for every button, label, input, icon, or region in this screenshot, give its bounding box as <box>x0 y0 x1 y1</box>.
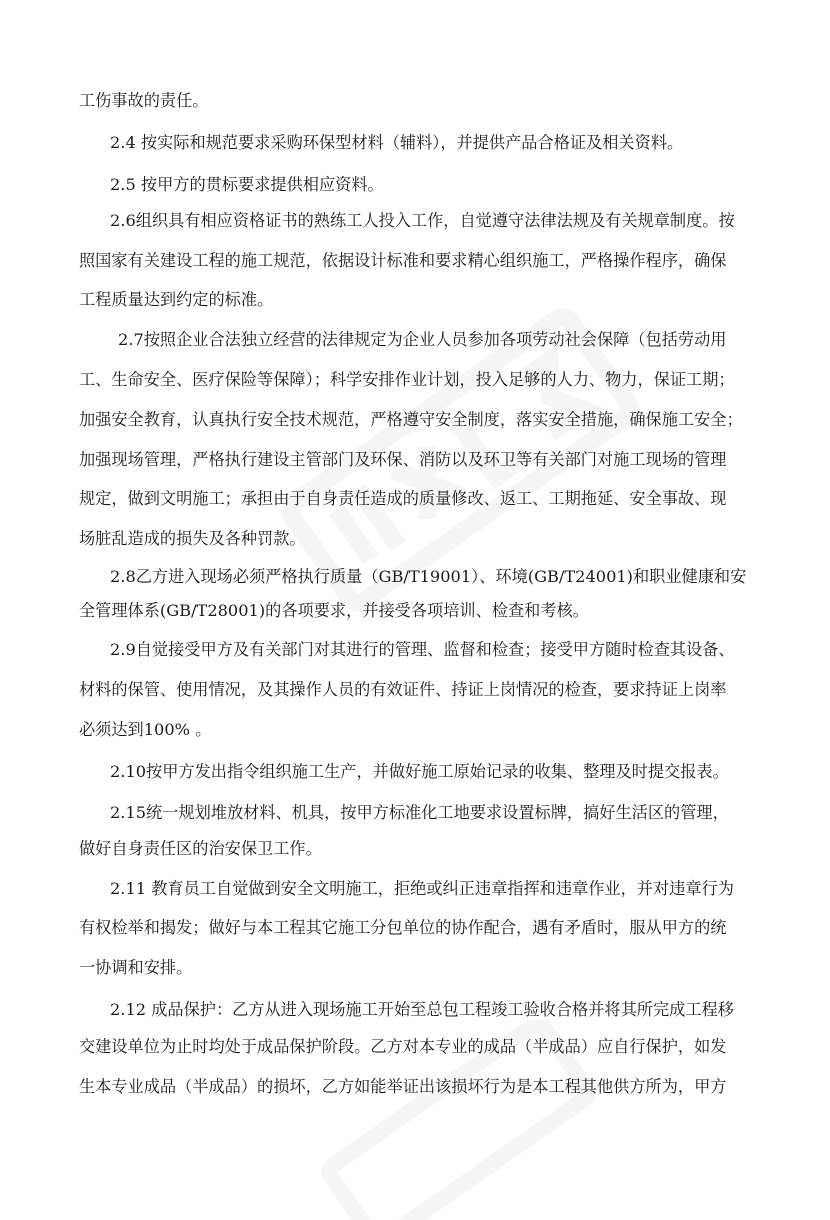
paragraph-2-5: 2.5 按甲方的贯标要求提供相应资料。 <box>110 175 384 194</box>
text-line: 工、生命安全、医疗保险等保障）；科学安排作业计划，投入足够的人力、物力，保证工期； <box>79 370 735 389</box>
text-line: 规定，做到文明施工；承担由于自身责任造成的质量修改、返工、工期拖延、安全事故、现 <box>79 489 727 508</box>
text-line: 生本专业成品（半成品）的损坏，乙方如能举证出该损坏行为是本工程其他供方所为，甲方 <box>79 1077 727 1096</box>
paragraph-2-9: 2.9自觉接受甲方及有关部门对其进行的管理、监督和检查；接受甲方随时检查其设备、 <box>110 640 735 659</box>
text-line: 做好自身责任区的治安保卫工作。 <box>79 839 322 858</box>
paragraph-2-11: 2.11 教育员工自觉做到安全文明施工，拒绝或纠正违章指挥和违章作业，并对违章行为 <box>110 879 734 898</box>
text-line: 工程质量达到约定的标准。 <box>79 290 274 309</box>
text-line: 全管理体系(GB/T28001)的各项要求，并接受各项培训、检查和考核。 <box>79 601 589 620</box>
text-line: 一协调和安排。 <box>79 958 193 977</box>
text-line: 场脏乱造成的损失及各种罚款。 <box>79 529 306 548</box>
paragraph-2-12: 2.12 成品保护：乙方从进入现场施工开始至总包工程竣工验收合格并将其所完成工程移 <box>110 1000 734 1019</box>
paragraph-2-7: 2.7按照企业合法独立经营的法律规定为企业人员参加各项劳动社会保障（包括劳动用 <box>118 330 727 349</box>
text-line: 加强现场管理，严格执行建设主管部门及环保、消防以及环卫等有关部门对施工现场的管理 <box>79 450 727 469</box>
paragraph-2-10: 2.10按甲方发出指令组织施工生产，并做好施工原始记录的收集、整理及时提交报表。 <box>110 762 729 781</box>
paragraph-2-8: 2.8乙方进入现场必须严格执行质量（GB/T19001）、环境(GB/T24001)和职业健康和安 <box>110 567 747 586</box>
paragraph-2-6: 2.6组织具有相应资格证书的熟练工人投入工作，自觉遵守法律法规及有关规章制度。按 <box>110 211 735 230</box>
paragraph-2-4: 2.4 按实际和规范要求采购环保型材料（辅料），并提供产品合格证及相关资料。 <box>110 133 684 152</box>
text-line: 工伤事故的责任。 <box>79 91 209 110</box>
text-line: 照国家有关建设工程的施工规范，依据设计标准和要求精心组织施工，严格操作程序，确保 <box>79 251 727 270</box>
text-line: 必须达到100% 。 <box>79 720 212 739</box>
text-line: 材料的保管、使用情况，及其操作人员的有效证件、持证上岗情况的检查，要求持证上岗率 <box>79 680 727 699</box>
text-line: 加强安全教育，认真执行安全技术规范，严格遵守安全制度，落实安全措施，确保施工安全； <box>79 410 743 429</box>
text-line: 交建设单位为止时均处于成品保护阶段。乙方对本专业的成品（半成品）应自行保护，如发 <box>79 1037 727 1056</box>
paragraph-2-15: 2.15统一规划堆放材料、机具，按甲方标准化工地要求设置标牌，搞好生活区的管理， <box>110 803 729 822</box>
text-line: 有权检举和揭发；做好与本工程其它施工分包单位的协作配合，遇有矛盾时，服从甲方的统 <box>79 918 727 937</box>
